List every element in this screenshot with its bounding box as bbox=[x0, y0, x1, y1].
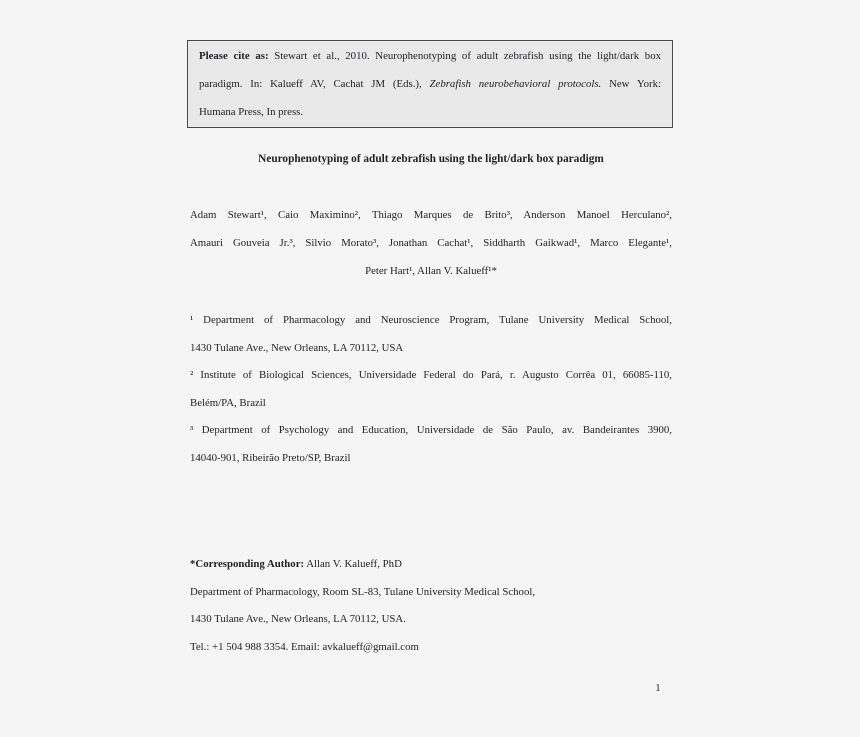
corresponding-author-block bbox=[190, 551, 672, 661]
corresponding-line-1 bbox=[190, 551, 672, 579]
corresponding-line-4: Tel.: +1 504 988 3354. Email: avkalueff@gmail.com bbox=[190, 640, 419, 653]
affiliation-1-line-1: ¹ Department of Pharmacology and Neuroscience Program, Tulane University Medical School, bbox=[190, 314, 672, 326]
citation-book-title: Zebrafish neurobehavioral protocols. bbox=[429, 78, 602, 90]
paper-title: Neurophenotyping of adult zebrafish using the light/dark box paradigm bbox=[258, 153, 604, 165]
affiliation-1-line-2: 1430 Tulane Ave., New Orleans, LA 70112, USA bbox=[190, 341, 404, 354]
citation-line-1-text: Stewart et al., 2010. Neurophenotyping of adult zebrafish using the light/dark box bbox=[268, 50, 661, 62]
author-list bbox=[190, 201, 672, 285]
authors-line-2: Amauri Gouveia Jr.³, Silvio Morato³, Jonathan Cachat¹, Siddharth Gaikwad¹, Marco Elegante¹, bbox=[190, 237, 672, 249]
affiliation-3-line-2: 14040-901, Ribeirão Preto/SP, Brazil bbox=[190, 451, 351, 464]
corresponding-line-3: 1430 Tulane Ave., New Orleans, LA 70112, USA. bbox=[190, 613, 406, 625]
affiliation-3-line-1: ³ Department of Psychology and Education, Universidade de São Paulo, av. Bandeirantes 3900, bbox=[190, 424, 672, 437]
corresponding-label: *Corresponding Author: bbox=[190, 558, 305, 570]
citation-line-2-pre: paradigm. In: Kalueff AV, Cachat JM (Eds.), bbox=[199, 78, 430, 90]
corresponding-name: Allan V. Kalueff, PhD bbox=[304, 558, 402, 570]
corresponding-line-2: Department of Pharmacology, Room SL-83, Tulane University Medical School, bbox=[190, 585, 536, 598]
citation-line-2 bbox=[199, 70, 661, 98]
citation-label: Please cite as: bbox=[199, 50, 269, 62]
authors-line-3: Peter Hart¹, Allan V. Kalueff¹* bbox=[365, 265, 497, 277]
citation-line-2-post: New York: bbox=[601, 78, 662, 90]
affiliations bbox=[190, 307, 672, 473]
page-number: 1 bbox=[655, 682, 661, 694]
citation-line-3: Humana Press, In press. bbox=[199, 106, 304, 118]
affiliation-2-line-1: ² Institute of Biological Sciences, Universidade Federal do Pará, r. Augusto Corrêa 01, 66085-110, bbox=[190, 369, 672, 382]
citation-line-1 bbox=[199, 42, 661, 70]
authors-line-1: Adam Stewart¹, Caio Maximino², Thiago Marques de Brito³, Anderson Manoel Herculano², bbox=[190, 209, 672, 221]
affiliation-2-line-2: Belém/PA, Brazil bbox=[190, 396, 266, 409]
citation-box bbox=[187, 40, 673, 128]
